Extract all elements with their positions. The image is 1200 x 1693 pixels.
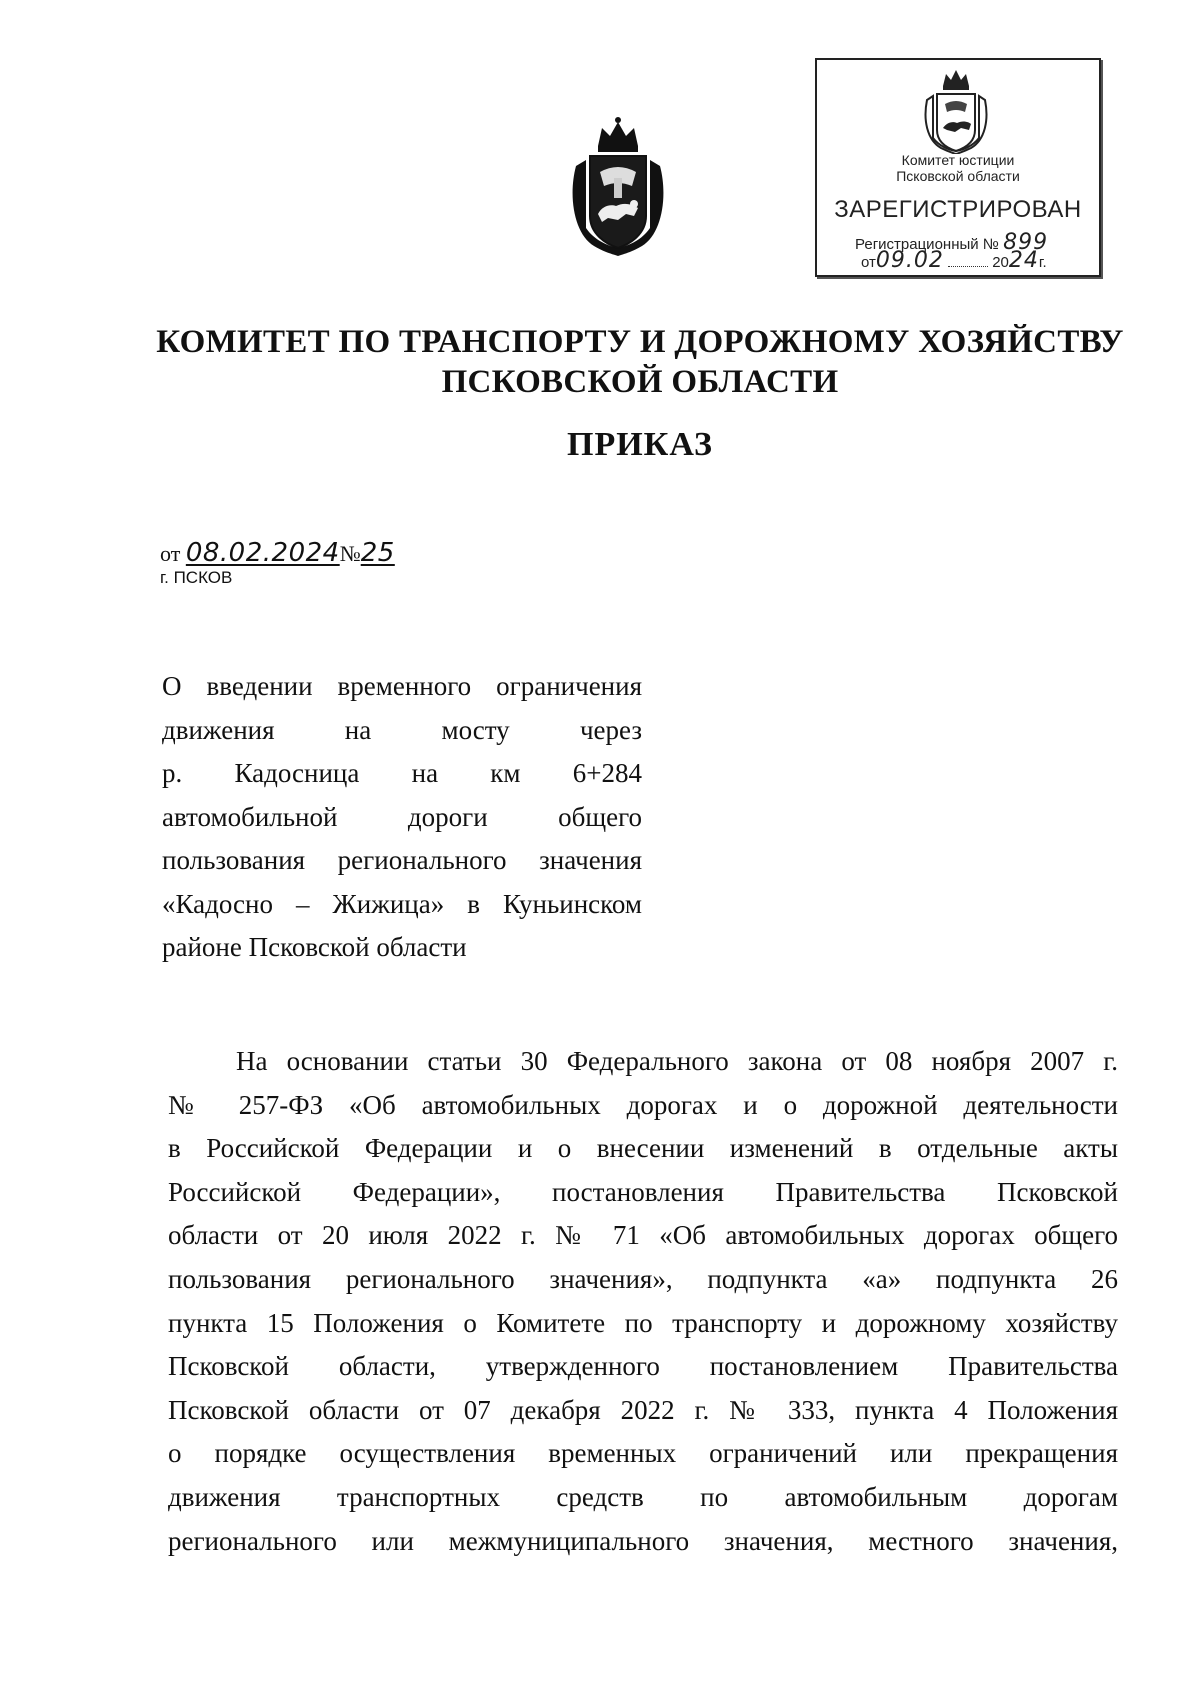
body-line: На основании статьи 30 Федерального закона от 08 ноября 2007 г. [236, 1046, 1118, 1076]
body-line: пункта 15 Положения о Комитете по транспорту и дорожному хозяйству [168, 1307, 1118, 1338]
body-line: пользования регионального значения», подпункта «а» подпункта 26 [168, 1263, 1118, 1294]
order-body [168, 1040, 1118, 1563]
stamp-status: ЗАРЕГИСТРИРОВАН [834, 196, 1082, 223]
organization-title [120, 322, 1160, 402]
subject-line: «Кадосно – Жижица» в Куньинском [162, 888, 642, 919]
stamp-year-value: 24 [1008, 248, 1039, 273]
order-subject [162, 665, 642, 970]
order-date-prefix: от [160, 541, 181, 566]
stamp-date-dotted-line [948, 266, 988, 267]
registration-stamp [815, 58, 1101, 277]
order-date-number [160, 538, 395, 568]
coat-of-arms-emblem [568, 116, 668, 258]
stamp-org-line2: Псковской области [896, 168, 1020, 184]
subject-line: движения на мосту через [162, 714, 642, 745]
order-number-label: № [339, 541, 361, 566]
subject-line: районе Псковской области [162, 932, 467, 962]
stamp-org-line1: Комитет юстиции [901, 152, 1015, 168]
body-line: о порядке осуществления временных ограничений или прекращения [168, 1438, 1118, 1469]
order-number-value: 25 [360, 538, 395, 568]
order-city: г. ПСКОВ [160, 568, 233, 587]
subject-line: пользования регионального значения [162, 845, 642, 875]
body-line: в Российской Федерации и о внесении изменений в отдельные акты [168, 1133, 1118, 1164]
stamp-reg-label: Регистрационный № [855, 236, 999, 253]
body-line: Псковской области, утвержденного постановлением Правительства [168, 1351, 1118, 1382]
stamp-coat-of-arms-icon [921, 66, 991, 154]
stamp-date-row [861, 248, 1047, 273]
body-line: Псковской области от 07 декабря 2022 г. № 333, пункта 4 Положения [168, 1394, 1118, 1425]
body-line: регионального или межмуниципального значения, местного значения, [168, 1525, 1118, 1556]
stamp-date-prefix: от [861, 254, 876, 271]
stamp-year-prefix: 20 [992, 254, 1009, 271]
body-line: области от 20 июля 2022 г. № 71 «Об автомобильных дорогах общего [168, 1220, 1118, 1251]
subject-line: О введении временного ограничения [162, 671, 642, 701]
body-line: движения транспортных средств по автомобильным дорогам [168, 1481, 1118, 1512]
subject-line: автомобильной дороги общего [162, 801, 642, 832]
body-line: № 257-ФЗ «Об автомобильных дорогах и о дорожной деятельности [168, 1089, 1118, 1120]
stamp-reg-number: 899 [1003, 230, 1049, 255]
body-line: Российской Федерации», постановления Правительства Псковской [168, 1176, 1118, 1207]
organization-title-line1: КОМИТЕТ ПО ТРАНСПОРТУ И ДОРОЖНОМУ ХОЗЯЙСТВУ [156, 324, 1124, 360]
document-type: ПРИКАЗ [567, 426, 713, 463]
stamp-date-value: 09.02 [875, 248, 944, 273]
stamp-year-suffix: г. [1038, 254, 1047, 271]
order-date-value: 08.02.2024 [185, 538, 340, 568]
subject-line: р. Кадосница на км 6+284 [162, 758, 642, 788]
organization-title-line2: ПСКОВСКОЙ ОБЛАСТИ [441, 364, 839, 400]
